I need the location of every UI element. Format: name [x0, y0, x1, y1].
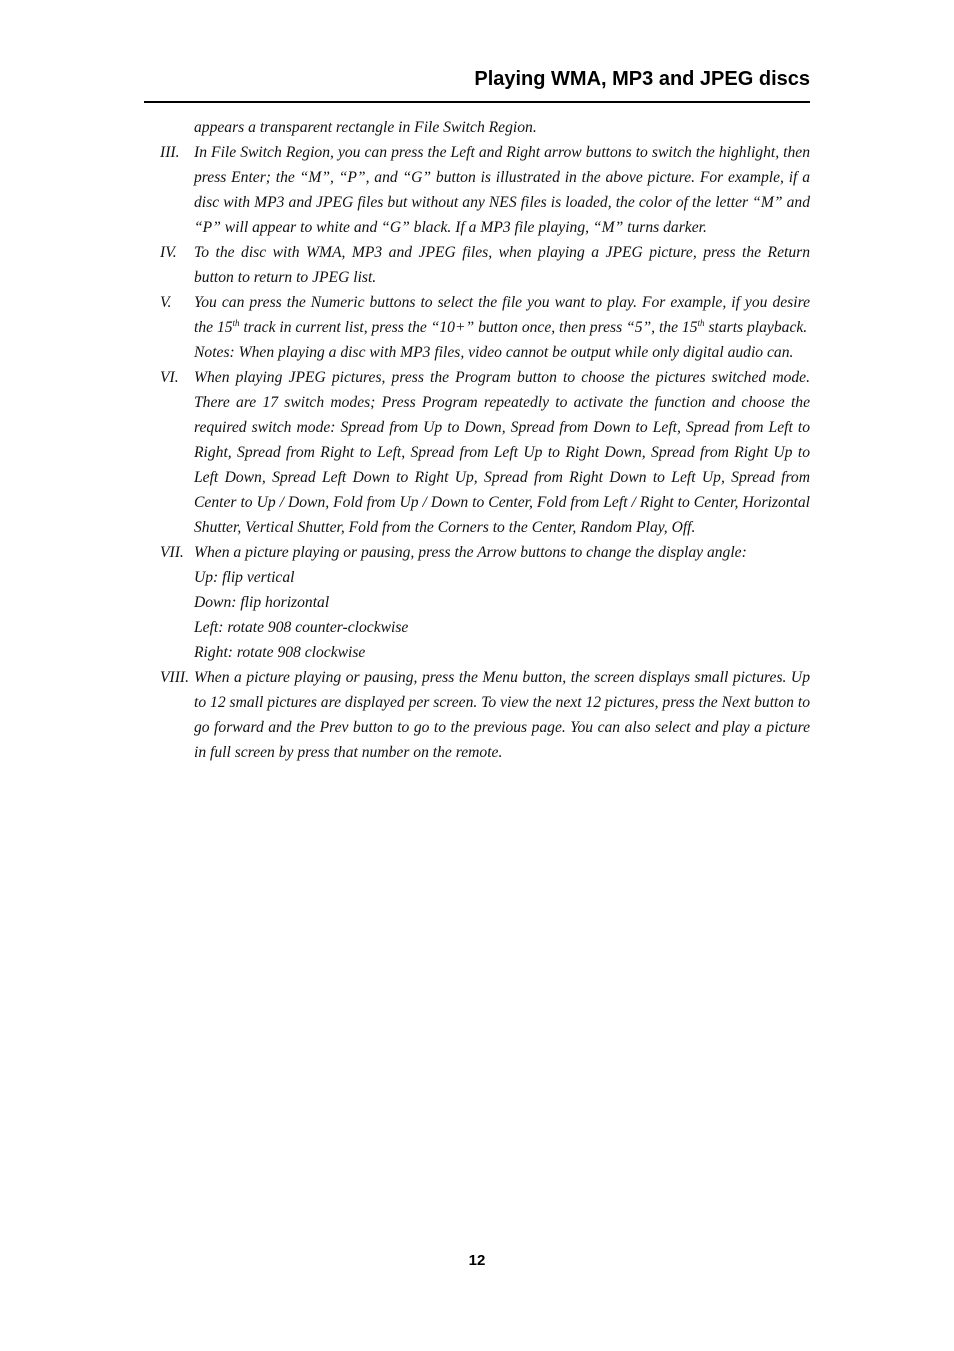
list-text-paragraph: When a picture playing or pausing, press the Arrow buttons to change the display angle:: [194, 544, 747, 561]
list-text: [194, 540, 810, 665]
text-segment: You can press the Numeric buttons to select the file you want to play. For example, if you desire the 15: [194, 294, 810, 336]
list-item-iv: [160, 240, 810, 290]
list-text-paragraph: [194, 290, 810, 340]
header-divider: [144, 101, 810, 103]
list-text: To the disc with WMA, MP3 and JPEG files, when playing a JPEG picture, press the Return button to return to JPEG list.: [194, 244, 810, 286]
list-item-v: [160, 290, 810, 365]
text-segment: starts playback.: [704, 319, 808, 336]
page-title: Playing WMA, MP3 and JPEG discs: [474, 68, 810, 90]
list-text: When playing JPEG pictures, press the Program button to choose the pictures switched mode. There are 17 switch modes; Press Program repeatedly to activate the function and choose the required switch mode: Spread from Up to Down, Spread from Down to Left, Spread from Left to Right, Spread from Right to Left, Spread from Left Up to Right Down, Spread from Right Up to Left Down, Spread Left Down to Right Up, Spread from Right Down to Left Up, Spread from Center to Up / Down, Fold from Up / Down to Center, Fold from Left / Right to Center, Horizontal Shutter, Vertical Shutter, Fold from the Corners to the Center, Random Play, Off.: [194, 369, 810, 536]
list-text: When a picture playing or pausing, press the Menu button, the screen displays small pictures. Up to 12 small pictures are displayed per screen. To view the next 12 pictures, press the Next button to go forward and the Prev button to go to the previous page. You can also select and play a picture in full screen by press that number on the remote.: [194, 669, 810, 761]
list-item-vi: [160, 365, 810, 540]
note-paragraph: Notes: When playing a disc with MP3 files, video cannot be output while only digital audio can.: [194, 344, 794, 361]
list-item-viii: [160, 665, 810, 765]
list-number: VII.: [160, 544, 184, 561]
angle-line-up: Up: flip vertical: [194, 569, 295, 586]
page-number: 12: [468, 1252, 486, 1269]
superscript: th: [232, 318, 240, 328]
angle-line-left: Left: rotate 908 counter-clockwise: [194, 619, 409, 636]
list-item-iii: [160, 140, 810, 240]
angle-line-down: Down: flip horizontal: [194, 594, 330, 611]
list-text: [194, 290, 810, 365]
list-number: III.: [160, 144, 180, 161]
intro-paragraph: appears a transparent rectangle in File Switch Region.: [194, 119, 537, 136]
list-item-vii: [160, 540, 810, 665]
list-number: VIII.: [160, 669, 190, 686]
list-text: In File Switch Region, you can press the Left and Right arrow buttons to switch the highlight, then press Enter; the “M”, “P”, and “G” button is illustrated in the above picture. For example, if a disc with MP3 and JPEG files but without any NES files is loaded, the color of the letter “M” and “P” will appear to white and “G” black. If a MP3 file playing, “M” turns darker.: [194, 144, 810, 236]
superscript: th: [697, 318, 705, 328]
list-number: VI.: [160, 369, 179, 386]
list-number: IV.: [160, 244, 177, 261]
content-body: [160, 115, 810, 765]
angle-line-right: Right: rotate 908 clockwise: [194, 644, 366, 661]
list-number: V.: [160, 294, 172, 311]
text-segment: track in current list, press the “10+” button once, then press “5”, the 15: [239, 319, 698, 336]
